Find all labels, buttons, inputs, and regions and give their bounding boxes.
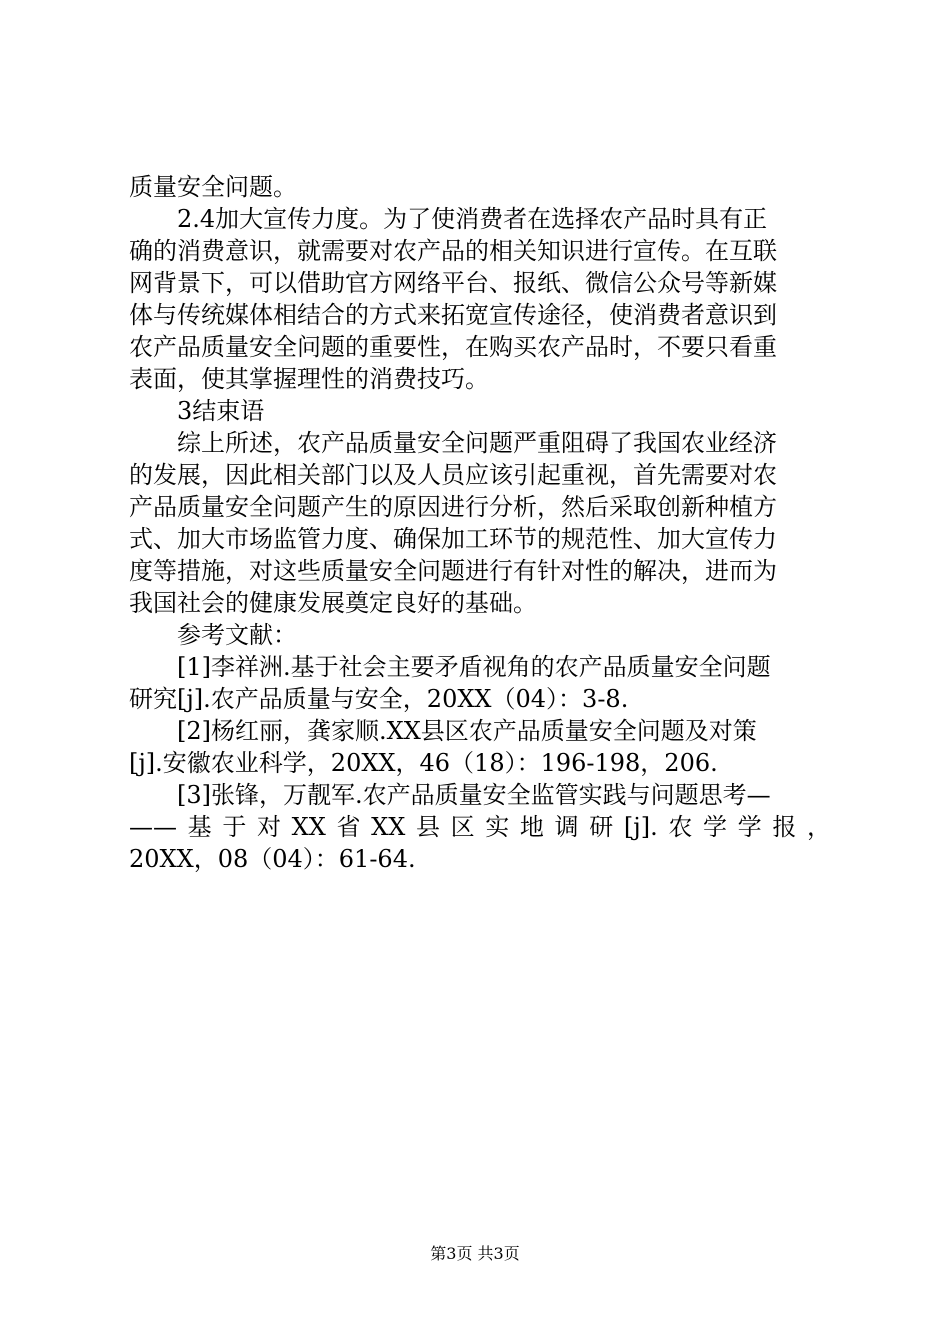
paragraph-line: 度等措施，对这些质量安全问题进行有针对性的解决，进而为 xyxy=(129,557,777,585)
page-footer: 第3页 共3页 xyxy=(430,1244,520,1263)
paragraph-line: 表面，使其掌握理性的消费技巧。 xyxy=(129,365,489,393)
section-heading-conclusion: 3结束语 xyxy=(177,397,265,425)
reference-2-line: [j].安徽农业科学，20XX，46（18）：196-198，206. xyxy=(129,749,718,777)
section-2-4-line: 2.4加大宣传力度。为了使消费者在选择农产品时具有正 xyxy=(177,205,768,233)
document-body xyxy=(129,171,831,875)
paragraph-line: 质量安全问题。 xyxy=(129,173,297,201)
paragraph-line: 式、加大市场监管力度、确保加工环节的规范性、加大宣传力 xyxy=(129,525,777,553)
reference-1-line: [1]李祥洲.基于社会主要矛盾视角的农产品质量安全问题 xyxy=(177,653,771,681)
reference-1-line: 研究[j].农产品质量与安全，20XX（04）：3-8. xyxy=(129,685,629,713)
paragraph-line: 确的消费意识，就需要对农产品的相关知识进行宣传。在互联 xyxy=(129,237,777,265)
paragraph-line: 的发展，因此相关部门以及人员应该引起重视，首先需要对农 xyxy=(129,461,777,489)
references-heading: 参考文献： xyxy=(177,621,297,649)
reference-3-line: ——基于对XX省XX县区实地调研[j].农学学报， xyxy=(129,813,831,841)
paragraph-line: 产品质量安全问题产生的原因进行分析，然后采取创新种植方 xyxy=(129,493,777,521)
paragraph-line: 我国社会的健康发展奠定良好的基础。 xyxy=(129,589,537,617)
paragraph-line: 网背景下，可以借助官方网络平台、报纸、微信公众号等新媒 xyxy=(129,269,777,297)
reference-3-line: [3]张锋，万靓军.农产品质量安全监管实践与问题思考— xyxy=(177,781,771,809)
reference-3-line: 20XX，08（04）：61-64. xyxy=(129,845,416,873)
conclusion-line: 综上所述，农产品质量安全问题严重阻碍了我国农业经济 xyxy=(177,429,777,457)
paragraph-line: 体与传统媒体相结合的方式来拓宽宣传途径，使消费者意识到 xyxy=(129,301,777,329)
paragraph-line: 农产品质量安全问题的重要性，在购买农产品时，不要只看重 xyxy=(129,333,777,361)
reference-2-line: [2]杨红丽，龚家顺.XX县区农产品质量安全问题及对策 xyxy=(177,717,757,745)
